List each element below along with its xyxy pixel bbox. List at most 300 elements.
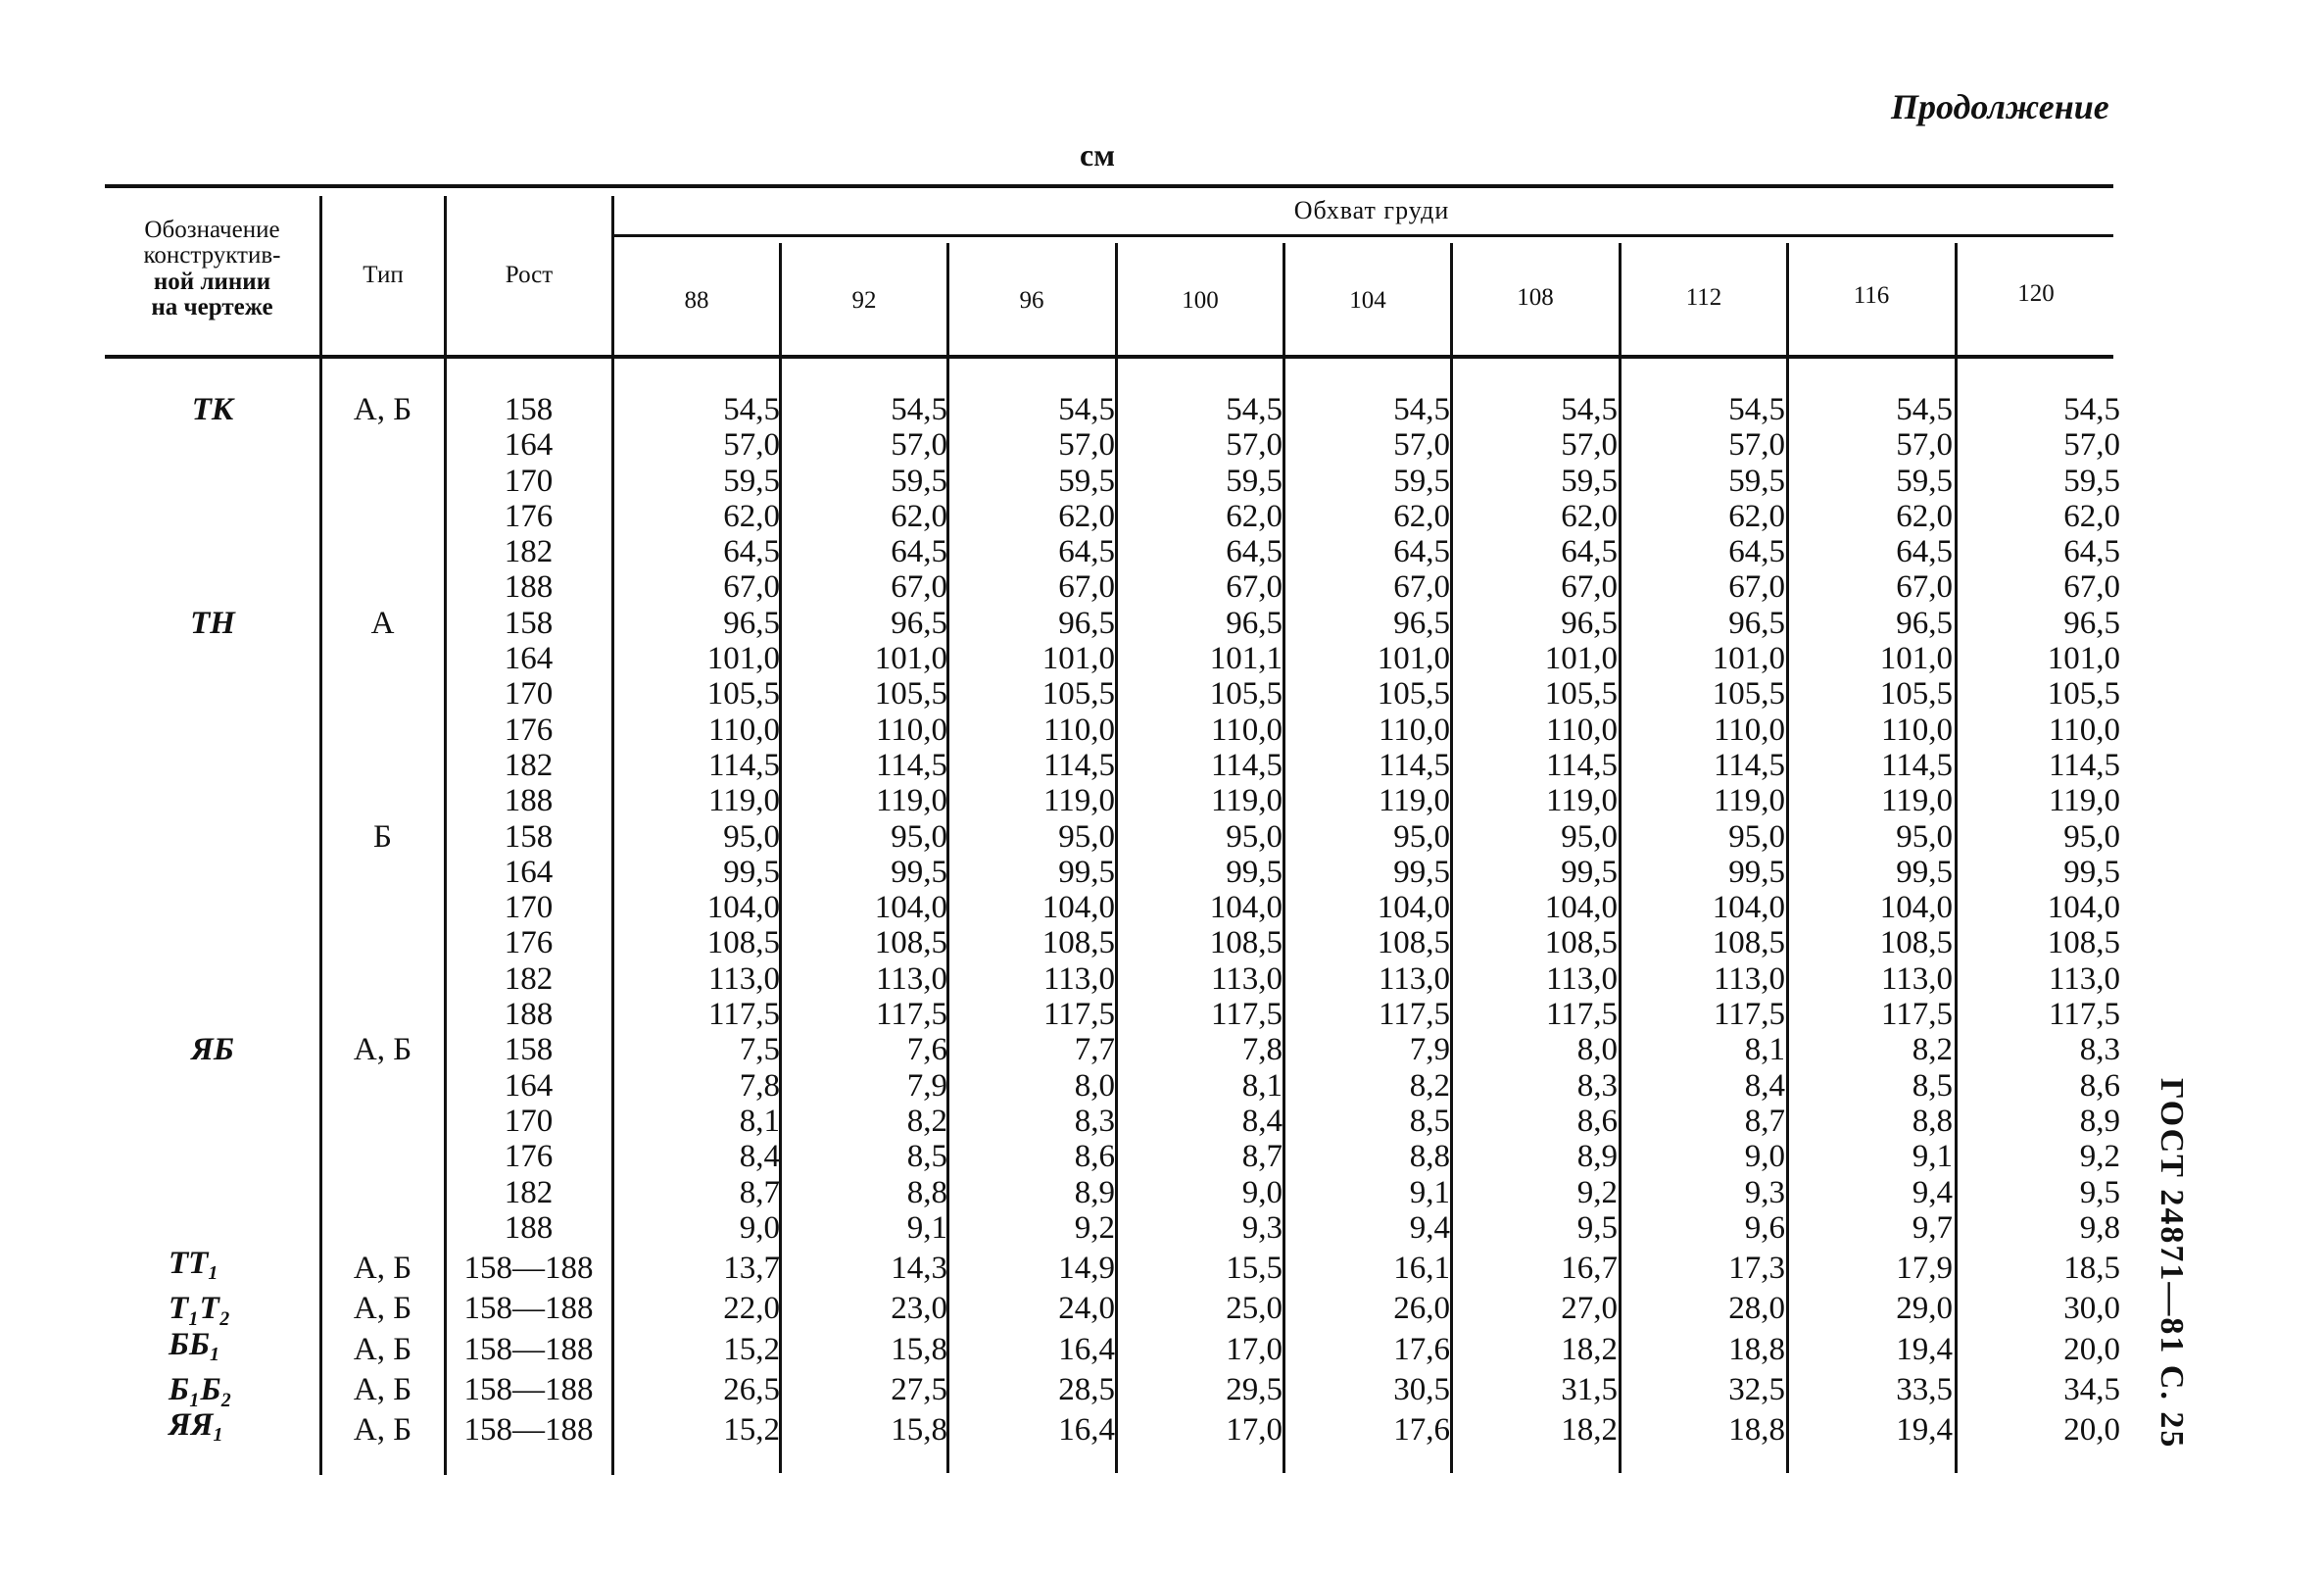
height-cell: 188 xyxy=(504,569,554,606)
designation-cell xyxy=(105,713,320,748)
header-designation-line: ной линии xyxy=(153,268,271,295)
value-cell: 104,0 xyxy=(2047,890,2120,926)
height-cell: 158 xyxy=(504,1032,554,1068)
table-row xyxy=(105,392,2120,427)
continuation-label: Продолжение xyxy=(1891,87,2109,126)
value-cell: 96,5 xyxy=(1561,605,1618,641)
value-cell: 15,5 xyxy=(1226,1251,1283,1287)
value-cell: 8,7 xyxy=(1241,1139,1283,1175)
value-cell: 101,0 xyxy=(1544,641,1618,677)
value-cell: 96,5 xyxy=(723,605,780,641)
type-cell: А, Б xyxy=(353,1291,412,1327)
value-cell: 105,5 xyxy=(1544,676,1618,713)
type-cell xyxy=(320,855,445,890)
value-cell: 113,0 xyxy=(1545,960,1618,997)
value-cell: 23,0 xyxy=(891,1291,947,1327)
value-cell: 17,0 xyxy=(1226,1412,1283,1449)
height-cell: 182 xyxy=(504,747,554,783)
value-cell: 8,7 xyxy=(1744,1103,1785,1139)
value-cell: 9,2 xyxy=(1576,1174,1618,1210)
table-row xyxy=(105,1372,2120,1407)
table-top-rule xyxy=(105,184,2113,188)
value-cell: 28,0 xyxy=(1728,1291,1785,1327)
value-cell: 99,5 xyxy=(1226,854,1283,890)
value-cell: 9,2 xyxy=(1074,1209,1115,1246)
value-cell: 57,0 xyxy=(2063,427,2120,464)
value-cell: 8,9 xyxy=(1576,1139,1618,1175)
table-row xyxy=(105,925,2120,960)
type-cell xyxy=(320,748,445,783)
value-cell: 117,5 xyxy=(1378,997,1450,1033)
value-cell: 62,0 xyxy=(1393,498,1450,534)
value-cell: 95,0 xyxy=(1226,818,1283,855)
value-cell: 62,0 xyxy=(1226,498,1283,534)
value-cell: 17,3 xyxy=(1728,1251,1785,1287)
value-cell: 117,5 xyxy=(1042,997,1115,1033)
value-cell: 8,2 xyxy=(1409,1067,1450,1104)
value-cell: 110,0 xyxy=(707,712,780,748)
value-cell: 29,5 xyxy=(1226,1372,1283,1408)
value-cell: 99,5 xyxy=(1393,854,1450,890)
value-cell: 108,5 xyxy=(1377,925,1450,961)
designation-cell xyxy=(105,1104,320,1139)
value-cell: 114,5 xyxy=(1880,747,1953,783)
value-cell: 62,0 xyxy=(2063,498,2120,534)
value-cell: 99,5 xyxy=(2063,854,2120,890)
value-cell: 62,0 xyxy=(1561,498,1618,534)
value-cell: 95,0 xyxy=(1896,818,1953,855)
designation-cell xyxy=(105,1291,320,1326)
table-row xyxy=(105,1407,2120,1452)
value-cell: 19,4 xyxy=(1896,1412,1953,1449)
value-cell: 7,6 xyxy=(906,1032,947,1068)
height-cell: 158 xyxy=(504,818,554,855)
value-cell: 16,4 xyxy=(1058,1331,1115,1367)
value-cell: 114,5 xyxy=(1545,747,1618,783)
table-row xyxy=(105,427,2120,463)
header-designation-line: Обозначение xyxy=(144,217,280,243)
value-cell: 15,8 xyxy=(891,1412,947,1449)
value-cell: 67,0 xyxy=(1393,569,1450,606)
value-cell: 104,0 xyxy=(1879,890,1953,926)
value-cell: 9,6 xyxy=(1744,1209,1785,1246)
value-cell: 8,6 xyxy=(2079,1067,2120,1104)
value-cell: 99,5 xyxy=(1561,854,1618,890)
value-cell: 101,0 xyxy=(706,641,780,677)
designation-subscript: 1 xyxy=(208,1262,218,1285)
value-cell: 113,0 xyxy=(875,960,947,997)
height-cell: 158—188 xyxy=(463,1412,594,1449)
value-cell: 7,9 xyxy=(906,1067,947,1104)
height-cell: 158—188 xyxy=(463,1251,594,1287)
height-cell: 158 xyxy=(504,605,554,641)
height-cell: 182 xyxy=(504,1174,554,1210)
value-cell: 67,0 xyxy=(1561,569,1618,606)
table-row xyxy=(105,713,2120,748)
value-cell: 54,5 xyxy=(1226,392,1283,427)
designation-cell xyxy=(105,499,320,534)
value-cell: 15,2 xyxy=(723,1412,780,1449)
value-cell: 104,0 xyxy=(1041,890,1115,926)
value-cell: 57,0 xyxy=(1226,427,1283,464)
value-cell: 104,0 xyxy=(1377,890,1450,926)
type-cell xyxy=(320,925,445,960)
value-cell: 33,5 xyxy=(1896,1372,1953,1408)
value-cell: 114,5 xyxy=(1713,747,1785,783)
type-cell: А, Б xyxy=(353,392,412,427)
value-cell: 9,0 xyxy=(1744,1139,1785,1175)
height-cell: 170 xyxy=(504,676,554,713)
value-cell: 110,0 xyxy=(2048,712,2120,748)
table-row xyxy=(105,819,2120,855)
value-cell: 9,0 xyxy=(1241,1174,1283,1210)
value-cell: 119,0 xyxy=(707,783,780,819)
type-cell xyxy=(320,641,445,676)
designation-cell xyxy=(105,1068,320,1104)
value-cell: 28,5 xyxy=(1058,1372,1115,1408)
value-cell: 117,5 xyxy=(2048,997,2120,1033)
measurement-table xyxy=(105,392,2120,1453)
value-cell: 114,5 xyxy=(707,747,780,783)
designation-subscript: 1 xyxy=(209,1343,219,1365)
designation-cell xyxy=(105,1210,320,1246)
header-designation-line: конструктив- xyxy=(143,242,281,270)
value-cell: 8,4 xyxy=(739,1139,780,1175)
type-cell: А, Б xyxy=(353,1032,412,1068)
designation-cell xyxy=(105,569,320,605)
type-cell xyxy=(320,499,445,534)
value-cell: 8,4 xyxy=(1744,1067,1785,1104)
value-cell: 95,0 xyxy=(1728,818,1785,855)
table-row xyxy=(105,890,2120,925)
designation-cell xyxy=(105,676,320,712)
value-cell: 105,5 xyxy=(1879,676,1953,713)
height-cell: 188 xyxy=(504,783,554,819)
value-cell: 114,5 xyxy=(2048,747,2120,783)
designation-cell xyxy=(105,925,320,960)
type-cell xyxy=(320,1139,445,1174)
value-cell: 8,1 xyxy=(739,1103,780,1139)
table-row xyxy=(105,1139,2120,1174)
value-cell: 99,5 xyxy=(891,854,947,890)
height-cell: 176 xyxy=(504,1139,554,1175)
type-cell: А, Б xyxy=(353,1412,412,1449)
header-chest-size: 116 xyxy=(1853,282,1890,309)
designation-cell xyxy=(105,1139,320,1174)
designation-cell xyxy=(105,606,320,641)
value-cell: 16,1 xyxy=(1393,1251,1450,1287)
value-cell: 96,5 xyxy=(1226,605,1283,641)
value-cell: 30,0 xyxy=(2063,1291,2120,1327)
value-cell: 108,5 xyxy=(1041,925,1115,961)
height-cell: 164 xyxy=(504,854,554,890)
designation-cell xyxy=(105,748,320,783)
value-cell: 57,0 xyxy=(1561,427,1618,464)
value-cell: 96,5 xyxy=(1896,605,1953,641)
designation-cell xyxy=(105,534,320,569)
value-cell: 110,0 xyxy=(875,712,947,748)
value-cell: 95,0 xyxy=(1058,818,1115,855)
height-cell: 158—188 xyxy=(463,1291,594,1327)
value-cell: 59,5 xyxy=(2063,463,2120,499)
value-cell: 119,0 xyxy=(875,783,947,819)
value-cell: 9,4 xyxy=(1409,1209,1450,1246)
type-cell xyxy=(320,464,445,499)
value-cell: 117,5 xyxy=(1545,997,1618,1033)
type-cell xyxy=(320,569,445,605)
designation-text: ББ xyxy=(169,1326,210,1362)
value-cell: 101,0 xyxy=(874,641,947,677)
value-cell: 54,5 xyxy=(1393,392,1450,427)
type-cell xyxy=(320,890,445,925)
header-chest-size: 112 xyxy=(1685,284,1722,311)
type-cell xyxy=(320,534,445,569)
value-cell: 26,0 xyxy=(1393,1291,1450,1327)
designation-text: ТН xyxy=(190,605,235,641)
type-cell xyxy=(320,961,445,997)
value-cell: 18,8 xyxy=(1728,1412,1785,1449)
value-cell: 8,5 xyxy=(1912,1067,1953,1104)
designation-cell xyxy=(105,1327,320,1372)
value-cell: 95,0 xyxy=(1393,818,1450,855)
designation-cell xyxy=(105,1372,320,1407)
value-cell: 9,0 xyxy=(739,1209,780,1246)
designation-text: ЯБ xyxy=(191,1032,234,1068)
value-cell: 119,0 xyxy=(2048,783,2120,819)
designation-cell xyxy=(105,464,320,499)
value-cell: 34,5 xyxy=(2063,1372,2120,1408)
value-cell: 113,0 xyxy=(2048,960,2120,997)
height-cell: 158—188 xyxy=(463,1372,594,1408)
value-cell: 117,5 xyxy=(875,997,947,1033)
value-cell: 59,5 xyxy=(723,463,780,499)
value-cell: 67,0 xyxy=(2063,569,2120,606)
value-cell: 57,0 xyxy=(723,427,780,464)
value-cell: 67,0 xyxy=(1226,569,1283,606)
type-cell xyxy=(320,1210,445,1246)
value-cell: 62,0 xyxy=(1058,498,1115,534)
table-row xyxy=(105,1068,2120,1104)
value-cell: 57,0 xyxy=(891,427,947,464)
value-cell: 108,5 xyxy=(1209,925,1283,961)
designation-cell xyxy=(105,997,320,1032)
type-cell xyxy=(320,783,445,818)
value-cell: 54,5 xyxy=(1058,392,1115,427)
header-type: Тип xyxy=(363,262,404,288)
value-cell: 59,5 xyxy=(1058,463,1115,499)
value-cell: 114,5 xyxy=(1210,747,1283,783)
table-row xyxy=(105,748,2120,783)
designation-text: ТК xyxy=(191,392,234,427)
value-cell: 14,3 xyxy=(891,1251,947,1287)
height-cell: 182 xyxy=(504,534,554,570)
designation-subscript: 1 xyxy=(213,1424,223,1447)
value-cell: 67,0 xyxy=(723,569,780,606)
value-cell: 27,5 xyxy=(891,1372,947,1408)
value-cell: 113,0 xyxy=(1378,960,1450,997)
value-cell: 113,0 xyxy=(707,960,780,997)
value-cell: 7,8 xyxy=(1241,1032,1283,1068)
value-cell: 17,9 xyxy=(1896,1251,1953,1287)
value-cell: 17,6 xyxy=(1393,1412,1450,1449)
value-cell: 30,5 xyxy=(1393,1372,1450,1408)
value-cell: 113,0 xyxy=(1210,960,1283,997)
header-designation xyxy=(105,218,319,320)
value-cell: 29,0 xyxy=(1896,1291,1953,1327)
header-chest-size: 92 xyxy=(851,287,877,314)
value-cell: 59,5 xyxy=(1393,463,1450,499)
value-cell: 8,8 xyxy=(1912,1103,1953,1139)
header-chest-size: 120 xyxy=(2017,280,2055,307)
value-cell: 59,5 xyxy=(1226,463,1283,499)
value-cell: 7,9 xyxy=(1409,1032,1450,1068)
value-cell: 18,2 xyxy=(1561,1412,1618,1449)
value-cell: 64,5 xyxy=(1896,534,1953,570)
value-cell: 9,2 xyxy=(2079,1139,2120,1175)
value-cell: 96,5 xyxy=(1728,605,1785,641)
designation-text: Т₁Т₂ xyxy=(169,1291,231,1327)
type-cell: А xyxy=(370,605,395,641)
designation-cell xyxy=(105,427,320,463)
value-cell: 8,1 xyxy=(1744,1032,1785,1068)
designation-cell xyxy=(105,392,320,427)
type-cell: А, Б xyxy=(353,1372,412,1408)
value-cell: 110,0 xyxy=(1880,712,1953,748)
table-row xyxy=(105,855,2120,890)
value-cell: 108,5 xyxy=(1544,925,1618,961)
unit-label: см xyxy=(1080,137,1115,172)
value-cell: 113,0 xyxy=(1880,960,1953,997)
value-cell: 101,0 xyxy=(2047,641,2120,677)
value-cell: 117,5 xyxy=(1210,997,1283,1033)
value-cell: 117,5 xyxy=(1713,997,1785,1033)
height-cell: 170 xyxy=(504,890,554,926)
value-cell: 9,4 xyxy=(1912,1174,1953,1210)
value-cell: 54,5 xyxy=(1896,392,1953,427)
designation-cell xyxy=(105,961,320,997)
table-row xyxy=(105,1246,2120,1291)
value-cell: 105,5 xyxy=(2047,676,2120,713)
header-chest-size: 104 xyxy=(1349,287,1386,314)
type-cell xyxy=(320,713,445,748)
height-cell: 164 xyxy=(504,427,554,464)
designation-cell xyxy=(105,1407,320,1452)
value-cell: 9,5 xyxy=(1576,1209,1618,1246)
value-cell: 22,0 xyxy=(723,1291,780,1327)
designation-cell xyxy=(105,855,320,890)
type-cell: А, Б xyxy=(353,1331,412,1367)
value-cell: 114,5 xyxy=(1042,747,1115,783)
value-cell: 64,5 xyxy=(723,534,780,570)
value-cell: 31,5 xyxy=(1561,1372,1618,1408)
value-cell: 8,4 xyxy=(1241,1103,1283,1139)
value-cell: 117,5 xyxy=(707,997,780,1033)
value-cell: 32,5 xyxy=(1728,1372,1785,1408)
table-row xyxy=(105,783,2120,818)
value-cell: 59,5 xyxy=(1896,463,1953,499)
value-cell: 64,5 xyxy=(1561,534,1618,570)
value-cell: 9,3 xyxy=(1744,1174,1785,1210)
value-cell: 119,0 xyxy=(1880,783,1953,819)
value-cell: 64,5 xyxy=(1393,534,1450,570)
value-cell: 101,0 xyxy=(1879,641,1953,677)
type-cell xyxy=(320,676,445,712)
value-cell: 8,6 xyxy=(1074,1139,1115,1175)
value-cell: 18,8 xyxy=(1728,1331,1785,1367)
value-cell: 101,0 xyxy=(1377,641,1450,677)
value-cell: 9,7 xyxy=(1912,1209,1953,1246)
value-cell: 62,0 xyxy=(891,498,947,534)
height-cell: 170 xyxy=(504,463,554,499)
height-cell: 158—188 xyxy=(463,1331,594,1367)
value-cell: 96,5 xyxy=(2063,605,2120,641)
table-row xyxy=(105,606,2120,641)
value-cell: 13,7 xyxy=(723,1251,780,1287)
table-row xyxy=(105,997,2120,1032)
value-cell: 8,5 xyxy=(906,1139,947,1175)
height-cell: 176 xyxy=(504,925,554,961)
table-row xyxy=(105,534,2120,569)
table-row xyxy=(105,1032,2120,1067)
value-cell: 119,0 xyxy=(1210,783,1283,819)
value-cell: 67,0 xyxy=(1896,569,1953,606)
value-cell: 8,0 xyxy=(1074,1067,1115,1104)
header-height: Рост xyxy=(505,262,554,288)
value-cell: 8,2 xyxy=(1912,1032,1953,1068)
value-cell: 119,0 xyxy=(1713,783,1785,819)
designation-text: ЯЯ xyxy=(169,1407,214,1444)
value-cell: 96,5 xyxy=(891,605,947,641)
value-cell: 110,0 xyxy=(1378,712,1450,748)
table-row xyxy=(105,569,2120,605)
value-cell: 8,9 xyxy=(1074,1174,1115,1210)
height-cell: 182 xyxy=(504,960,554,997)
value-cell: 54,5 xyxy=(1728,392,1785,427)
value-cell: 7,5 xyxy=(739,1032,780,1068)
chest-group-rule xyxy=(614,234,2113,237)
value-cell: 64,5 xyxy=(891,534,947,570)
value-cell: 20,0 xyxy=(2063,1331,2120,1367)
height-cell: 164 xyxy=(504,1067,554,1104)
value-cell: 104,0 xyxy=(706,890,780,926)
height-cell: 176 xyxy=(504,498,554,534)
value-cell: 8,8 xyxy=(906,1174,947,1210)
header-chest-size: 108 xyxy=(1517,284,1554,311)
value-cell: 9,1 xyxy=(1912,1139,1953,1175)
value-cell: 8,3 xyxy=(1576,1067,1618,1104)
designation-cell xyxy=(105,1032,320,1067)
value-cell: 54,5 xyxy=(891,392,947,427)
value-cell: 17,0 xyxy=(1226,1331,1283,1367)
value-cell: 9,1 xyxy=(906,1209,947,1246)
value-cell: 105,5 xyxy=(1377,676,1450,713)
value-cell: 19,4 xyxy=(1896,1331,1953,1367)
value-cell: 9,5 xyxy=(2079,1174,2120,1210)
value-cell: 64,5 xyxy=(1058,534,1115,570)
value-cell: 8,6 xyxy=(1576,1103,1618,1139)
value-cell: 62,0 xyxy=(1728,498,1785,534)
value-cell: 64,5 xyxy=(2063,534,2120,570)
designation-cell xyxy=(105,641,320,676)
value-cell: 9,8 xyxy=(2079,1209,2120,1246)
value-cell: 67,0 xyxy=(891,569,947,606)
designation-cell xyxy=(105,819,320,855)
header-bottom-rule xyxy=(105,355,2113,359)
value-cell: 15,2 xyxy=(723,1331,780,1367)
value-cell: 54,5 xyxy=(2063,392,2120,427)
value-cell: 99,5 xyxy=(1896,854,1953,890)
value-cell: 101,1 xyxy=(1209,641,1283,677)
